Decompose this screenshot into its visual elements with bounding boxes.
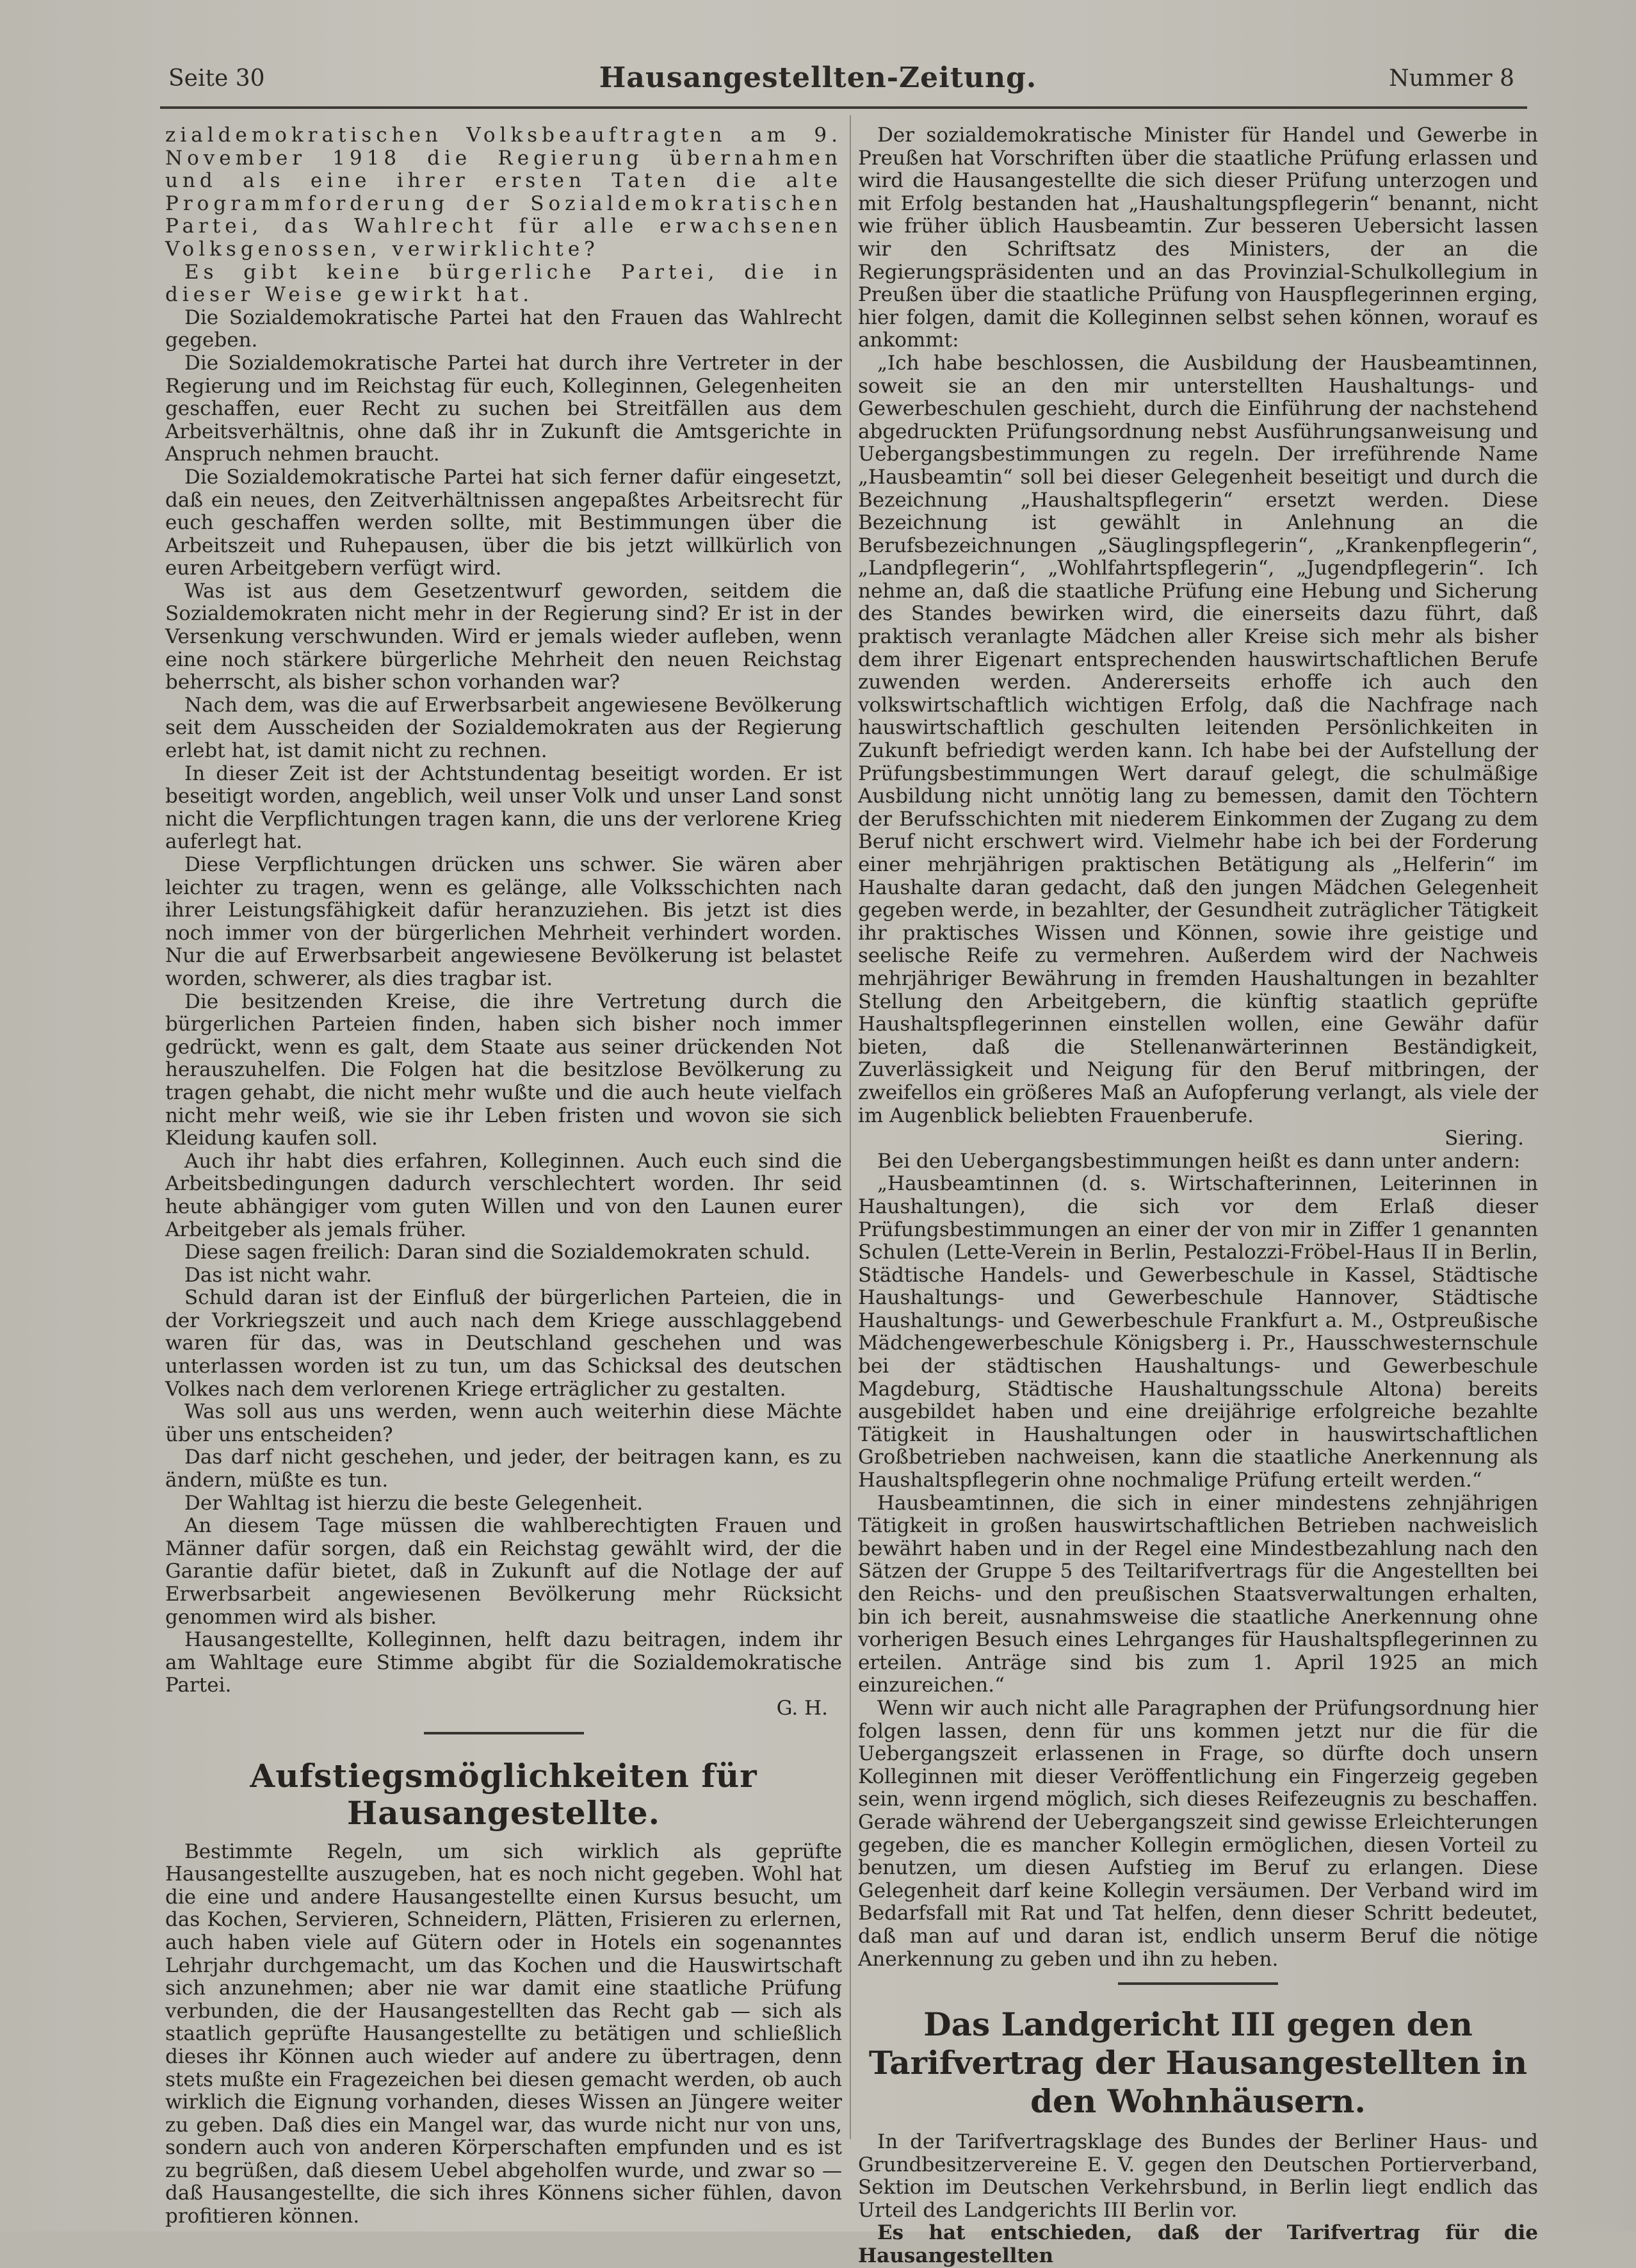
- article-heading: Aufstiegsmöglichkeiten für Hausangestellte.: [250, 1756, 757, 1832]
- paragraph: Was soll aus uns werden, wenn auch weiterhin diese Mächte über uns entscheiden?: [165, 1400, 842, 1446]
- header-rule: [160, 106, 1527, 109]
- paragraph: Schuld daran ist der Einfluß der bürgerlichen Parteien, die in der Vorkriegszeit und auch nach dem Kriege ausschlaggebend waren für das, was in Deutschland geschehen und was unterlassen worden ist zu tun, um das Schicksal des deutschen Volkes nach dem verlorenen Kriege erträglicher zu gestalten.: [165, 1286, 842, 1401]
- page-number: Seite 30: [168, 65, 265, 92]
- paragraph: Der sozialdemokratische Minister für Handel und Gewerbe in Preußen hat Vorschriften über die staatliche Prüfung erlassen und wird die Hausangestellte die sich dieser Prüfung unterzogen und mit Erfolg bestanden hat „Haushaltungspflegerin“ benannt, nicht wie früher üblich Hausbeamtin. Zur besseren Uebersicht lassen wir den Schriftsatz des Ministers, der an die Regierungspräsidenten und an das Provinzial-Schulkollegium in Preußen über die staatliche Prüfung von Hauspflegerinnen erging, hier folgen, damit die Kolleginnen selbst sehen können, worauf es ankommt:: [858, 124, 1538, 352]
- article-separator: [165, 1720, 842, 1746]
- paragraph: zialdemokratischen Volksbeauftragten am 9. November 1918 die Regierung übernahmen und als eine ihrer ersten Taten die alte Programmforderung der Sozialdemokratischen Partei, das Wahlrecht für alle erwachsenen Volksgenossen, verwirklichte?: [165, 124, 842, 261]
- paragraph: Nach dem, was die auf Erwerbsarbeit angewiesene Bevölkerung seit dem Ausscheiden der Sozialdemokraten aus der Regierung erlebt hat, ist damit nicht zu rechnen.: [165, 693, 842, 763]
- paragraph: Auch ihr habt dies erfahren, Kolleginnen. Auch euch sind die Arbeitsbedingungen dadurch verschlechtert worden. Ihr seid heute abhängiger vom guten Willen und von den Launen eurer Arbeitgeber als jemals früher.: [165, 1149, 842, 1241]
- paragraph: Das ist nicht wahr.: [184, 1263, 373, 1287]
- paragraph: An diesem Tage müssen die wahlberechtigten Frauen und Männer dafür sorgen, daß ein Reichstag gewählt wird, der die Garantie dafür bietet, daß in Zukunft auf die Notlage der auf Erwerbsarbeit angewiesenen Bevölkerung mehr Rücksicht genommen wird als bisher.: [165, 1514, 842, 1629]
- paragraph: In dieser Zeit ist der Achtstundentag beseitigt worden. Er ist beseitigt worden, angeblich, weil unser Volk und unser Land sonst nicht die Verpflichtungen tragen kann, die uns der verlorene Krieg auferlegt hat.: [165, 762, 842, 854]
- article-separator: [858, 1971, 1538, 1996]
- paragraph: Es gibt keine bürgerliche Partei, die in dieser Weise gewirkt hat.: [165, 260, 842, 307]
- paragraph: In der Tarifvertragsklage des Bundes der Berliner Haus- und Grundbesitzervereine E. V. gegen den Deutschen Portierverband, Sektion im Deutschen Verkehrsbund, in Berlin liegt endlich das Urteil des Landgerichts III Berlin vor.: [858, 2130, 1538, 2222]
- paragraph: Diese sagen freilich: Daran sind die Sozialdemokraten schuld.: [184, 1241, 811, 1264]
- right-column: [858, 124, 1538, 2268]
- column-divider: [850, 115, 851, 2139]
- paragraph: Die besitzenden Kreise, die ihre Vertretung durch die bürgerlichen Parteien finden, haben sich bisher noch immer gedrückt, wenn es galt, dem Staate aus seiner drückenden Not herauszuhelfen. Die Folgen hat die besitzlose Bevölkerung zu tragen gehabt, die nicht mehr wußte und die auch heute vielfach nicht mehr weiß, wie sie ihr Leben fristen und wovon sie sich Kleidung kaufen soll.: [165, 990, 842, 1150]
- paragraph: Was ist aus dem Gesetzentwurf geworden, seitdem die Sozialdemokraten nicht mehr in der Regierung sind? Er ist in der Versenkung verschwunden. Wird er jemals wieder aufleben, wenn eine noch stärkere bürgerliche Mehrheit den neuen Reichstag beherrscht, als bisher schon vorhanden war?: [165, 579, 842, 694]
- paragraph: Diese Verpflichtungen drücken uns schwer. Sie wären aber leichter zu tragen, wenn es gelänge, alle Volksschichten nach ihrer Leistungsfähigkeit dafür heranzuziehen. Bis jetzt ist dies noch immer von der bürgerlichen Mehrheit verhindert worden. Nur die auf Erwerbsarbeit angewiesene Bevölkerung ist belastet worden, schwerer, als dies tragbar ist.: [165, 853, 842, 990]
- quoted-provision: Hausbeamtinnen, die sich in einer mindestens zehnjährigen Tätigkeit in großen hauswirtschaftlichen Betrieben nachweislich bewährt haben und in der Regel eine Mindestbezahlung nach den Sätzen der Gruppe 5 des Teiltarifvertrags für die Angestellten bei den Reichs- und den preußischen Staatsverwaltungen erhalten, bin ich bereit, ausnahmsweise die staatliche Anerkennung ohne vorherigen Besuch eines Lehrganges für Haushaltspflegerinnen zu erteilen. Anträge sind bis zum 1. April 1925 an mich einzureichen.“: [858, 1491, 1538, 1697]
- quoted-provision: „Hausbeamtinnen (d. s. Wirtschafterinnen, Leiterinnen in Haushaltungen), die sich vor dem Erlaß dieser Prüfungsbestimmungen an einer der von mir in Ziffer 1 genannten Schulen (Lette-Verein in Berlin, Pestalozzi-Fröbel-Haus II in Berlin, Städtische Handels- und Gewerbeschule in Kassel, Städtische Haushaltungs- und Gewerbeschule Hannover, Städtische Haushaltungs- und Gewerbeschule Frankfurt a. M., Ostpreußische Mädchengewerbeschule Königsberg i. Pr., Hausschwesternschule bei der städtischen Haushaltungs- und Gewerbeschule Magdeburg, Städtische Haushaltungsschule Altona) bereits ausgebildet haben und eine dreijährige erfolgreiche bezahlte Tätigkeit in Haushaltungen oder in hauswirtschaftlichen Großbetrieben nachweisen, kann die staatliche Anerkennung als Haushaltspflegerin ohne nochmalige Prüfung erteilt werden.“: [858, 1172, 1538, 1492]
- paragraph: Der Wahltag ist hierzu die beste Gelegenheit.: [184, 1491, 644, 1515]
- paragraph: Bestimmte Regeln, um sich wirklich als geprüfte Hausangestellte auszugeben, hat es noch nicht gegeben. Wohl hat die eine und andere Hausangestellte einen Kursus besucht, um das Kochen, Servieren, Schneidern, Plätten, Frisieren zu erlernen, auch haben viele auf Gütern oder in Hotels ein sogenanntes Lehrjahr durchgemacht, um das Kochen und die Hauswirtschaft sich anzunehmen; aber nie war damit eine staatliche Prüfung verbunden, die der Hausangestellten das Recht gab — sich als staatlich geprüfte Hausangestellte zu betätigen und schließlich dieses ihr Können auch wieder auf andere zu übertragen, denn stets mußte ein Fragezeichen bei diesen gemacht werden, ob auch wirklich die Eignung vorhanden, dieses Wissen an Jüngere weiter zu geben. Daß dies ein Mangel war, das wurde nicht nur von uns, sondern auch von anderen Körperschaften empfunden und es ist zu begrüßen, daß diesem Uebel abgeholfen wurde, und zwar so — daß Hausangestellte, die sich ihres Könnens sicher fühlen, davon profitieren können.: [165, 1840, 842, 2228]
- paragraph: Bei den Uebergangsbestimmungen heißt es dann unter andern:: [877, 1149, 1521, 1173]
- quoted-decree: „Ich habe beschlossen, die Ausbildung der Hausbeamtinnen, soweit sie an den mir unterstellten Haushaltungs- und Gewerbeschulen geschieht, durch die Einführung der nachstehend abgedruckten Prüfungsordnung nebst Ausführungsanweisung und Uebergangsbestimmungen zu regeln. Der irreführende Name „Hausbeamtin“ soll bei dieser Gelegenheit beseitigt und durch die Bezeichnung „Haushaltspflegerin“ ersetzt werden. Diese Bezeichnung ist gewählt in Anlehnung an die Berufsbezeichnungen „Säuglingspflegerin“, „Krankenpflegerin“, „Landpflegerin“, „Wohlfahrtspflegerin“, „Jugendpflegerin“. Ich nehme an, daß die staatliche Prüfung eine Hebung und Sicherung des Standes bewirken wird, die einerseits dazu führt, daß praktisch veranlagte Mädchen aller Kreise sich mehr als bisher dem ihrer Eigenart entsprechenden hauswirtschaftlichen Berufe zuwenden werden. Andererseits erhoffe ich auch den volkswirtschaftlich wichtigen Erfolg, daß die Nachfrage nach hauswirtschaftlich geschulten leitenden Persönlichkeiten in Zukunft befriedigt werden kann. Ich habe bei der Aufstellung der Prüfungsbestimmungen Wert darauf gelegt, die schulmäßige Ausbildung nicht unnötig lang zu bemessen, damit den Töchtern der Berufsschichten mit niederem Einkommen der Zugang zu dem Beruf nicht erschwert wird. Vielmehr habe ich bei der Forderung einer mehrjährigen praktischen Betätigung als „Helferin“ im Haushalte daran gedacht, daß den jungen Mädchen Gelegenheit gegeben werde, in bezahlter, der Gesundheit zuträglicher Tätigkeit ihr praktisches Wissen und Können, sowie ihre geistige und seelische Reife zu vermehren. Außerdem wird der Nachweis mehrjähriger Bewährung in fremden Haushaltungen in bezahlter Stellung den Arbeitgebern, die künftig staatlich geprüfte Haushaltspflegerinnen einstellen wollen, eine Gewähr dafür bieten, daß die Stellenanwärterinnen Beständigkeit, Zuverlässigkeit und Neigung für den Beruf mitbringen, der zweifellos ein größeres Maß an Aufopferung verlangt, als viele der im Augenblick beliebten Frauenberufe.: [858, 351, 1538, 1127]
- paragraph: Wenn wir auch nicht alle Paragraphen der Prüfungsordnung hier folgen lassen, denn für uns kommen jetzt nur die für die Uebergangszeit erlassenen in Frage, so dürfte doch unsern Kolleginnen mit dieser Veröffentlichung ein Fingerzeig gegeben sein, wenn irgend möglich, sich dieses Reifezeugnis zu beschaffen. Gerade während der Uebergangszeit sind gewisse Erleichterungen gegeben, die es mancher Kollegin ermöglichen, diesen Vorteil zu benutzen, um diesen Aufstieg im Beruf zu erlangen. Diese Gelegenheit darf keine Kollegin versäumen. Der Verband wird im Bedarfsfall mit Rat und Tat helfen, denn dieser Schritt bedeutet, daß man auf und daran ist, endlich unserm Beruf die nötige Anerkennung zu geben und ihn zu heben.: [858, 1696, 1538, 1971]
- paragraph: Hausangestellte, Kolleginnen, helft dazu beitragen, indem ihr am Wahltage eure Stimme abgibt für die Sozialdemokratische Partei.: [165, 1628, 842, 1697]
- paragraph: Das darf nicht geschehen, und jeder, der beitragen kann, es zu ändern, müßte es tun.: [165, 1446, 842, 1492]
- paragraph: Die Sozialdemokratische Partei hat sich ferner dafür eingesetzt, daß ein neues, den Zeitverhältnissen angepaßtes Arbeitsrecht für euch geschaffen werden sollte, mit Bestimmungen über die Arbeitszeit und Ruhepausen, über die bis jetzt willkürlich von euren Arbeitgebern verfügt wird.: [165, 465, 842, 580]
- author-signature: G. H.: [776, 1696, 828, 1720]
- paragraph: Es hat entschieden, daß der Tarifvertrag für die Hausangestellten: [858, 2221, 1538, 2268]
- page-header: [0, 61, 1636, 113]
- paragraph: Die Sozialdemokratische Partei hat durch ihre Vertreter in der Regierung und im Reichstag für euch, Kolleginnen, Gelegenheiten geschaffen, euer Recht zu suchen bei Streitfällen aus dem Arbeitsverhältnis, ohne daß ihr in Zukunft die Amtsgerichte in Anspruch nehmen braucht.: [165, 351, 842, 466]
- article-heading: Das Landgericht III gegen den Tarifvertrag der Hausangestellten in den Wohnhäusern.: [868, 2005, 1528, 2121]
- issue-number: Nummer 8: [1389, 65, 1514, 92]
- newspaper-title: Hausangestellten-Zeitung.: [599, 61, 1037, 94]
- author-signature: Siering.: [1445, 1127, 1524, 1150]
- left-column: [165, 124, 842, 2228]
- paragraph: Die Sozialdemokratische Partei hat den Frauen das Wahlrecht gegeben.: [165, 306, 842, 352]
